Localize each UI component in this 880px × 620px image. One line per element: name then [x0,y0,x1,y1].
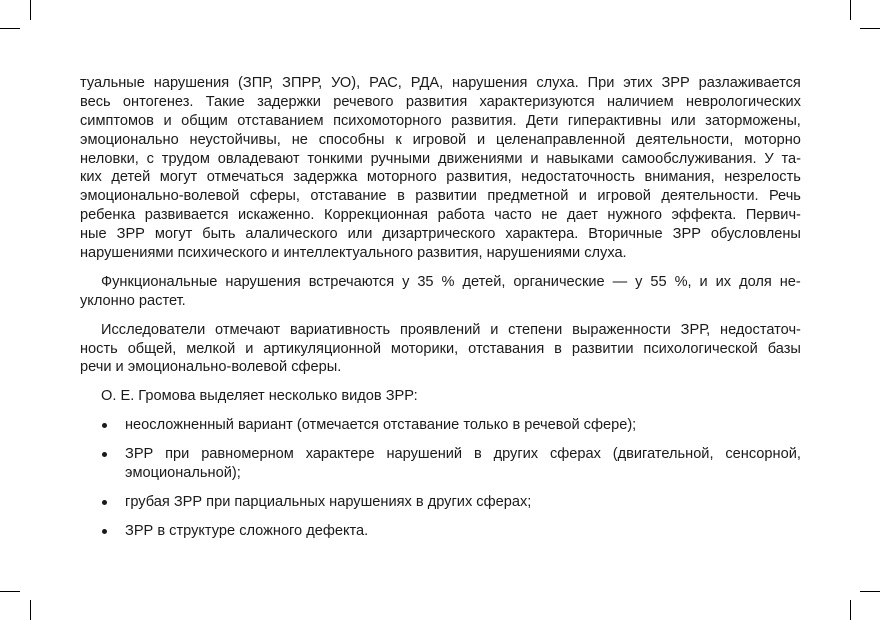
text-line: нарушениями психического и интеллектуального развития, нарушениями слуха. [80,245,627,262]
bullet-item [80,522,801,541]
text-line: симптомов и общим отставанием психомоторного развития. Дети гиперактивны или заторможены, [80,112,801,129]
text-line: весь онтогенез. Такие задержки речевого развития характеризуются наличием неврологических [80,93,801,110]
text-line: ные ЗРР могут быть алалического или дизартрического характера. Вторичные ЗРР обусловлены [80,226,801,243]
crop-mark-top-left-h [0,28,20,29]
crop-mark-bottom-right-v [850,600,851,620]
text-line: неловки, с трудом овладевают тонкими ручными движениями и навыками самообслуживания. У та- [80,150,801,167]
bullet-icon [102,493,107,512]
text-line: эмоционально неустойчивы, не способны к игровой и целенаправленной деятельности, моторно [80,131,801,148]
crop-mark-top-left-v [30,0,31,20]
bullet-item [80,445,801,483]
text-line: ких детей могут отмечаться задержка моторного развития, недостаточность внимания, незрелость [80,169,801,186]
text-line: Функциональные нарушения встречаются у 35 % детей, органические — у 55 %, и их доля не- [101,273,801,290]
text-line: ребенка развивается искаженно. Коррекционная работа часто не дает нужного эффекта. Первич- [80,207,801,224]
bullet-text: ЗРР при равномерном характере нарушений в других сферах (двигательной, сенсорной, [125,446,801,463]
text-line: ность общей, мелкой и артикуляционной моторики, отставания в развитии психологической базы [80,340,801,357]
bullet-icon [102,416,107,435]
text-line: Исследователи отмечают вариативность проявлений и степени выраженности ЗРР, недостаточ- [101,321,801,338]
crop-mark-bottom-right-h [860,591,880,592]
crop-mark-top-right-v [850,0,851,20]
text-line: эмоционально-волевой сферы, отставание в развитии предметной и игровой деятельности. Речь [80,188,801,205]
crop-mark-top-right-h [860,28,880,29]
bullet-icon [102,445,107,464]
bullet-item [80,493,801,512]
bullet-item [80,416,801,435]
text-line: уклонно растет. [80,292,186,309]
crop-mark-bottom-left-v [30,600,31,620]
bullet-text: эмоциональной); [125,465,241,482]
text-line: туальные нарушения (ЗПР, ЗПРР, УО), РАС, РДА, нарушения слуха. При этих ЗРР разлаживается [80,75,801,91]
bullet-text: ЗРР в структуре сложного дефекта. [125,522,369,539]
text-line: О. Е. Громова выделяет несколько видов ЗРР: [101,388,418,405]
paragraph-4 [80,387,801,406]
crop-mark-bottom-left-h [0,591,20,592]
bullet-text: грубая ЗРР при парциальных нарушениях в других сферах; [125,493,532,510]
paragraph-1 [80,74,801,263]
bullet-text: неосложненный вариант (отмечается отставание только в речевой сфере); [125,417,637,434]
bullet-icon [102,522,107,541]
paragraph-2 [80,273,801,311]
body-text [80,74,801,541]
paragraph-3 [80,321,801,378]
text-line: речи и эмоционально-волевой сферы. [80,359,342,376]
